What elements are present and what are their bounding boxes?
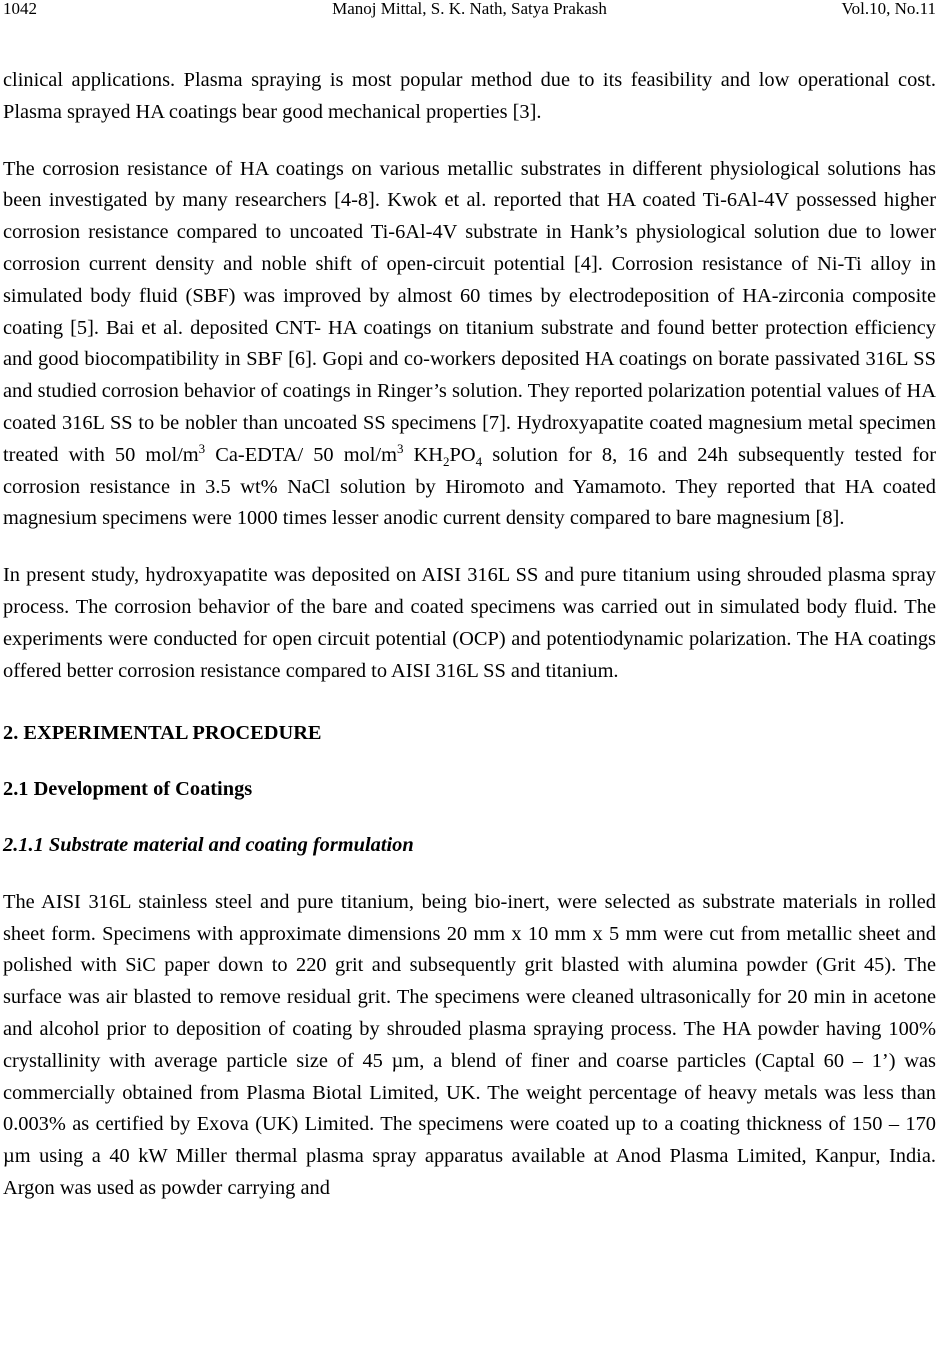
para2-subscript-2: 4 xyxy=(475,453,483,469)
para2-text-4: PO xyxy=(449,443,476,466)
para2-superscript-2: 3 xyxy=(396,440,404,456)
paragraph-substrate-material: The AISI 316L stainless steel and pure titanium, being bio-inert, were selected as substrate materials in rolled sheet form. Specimens with approximate dimensions 20 mm x 10 mm x 5 mm were cut from metallic sheet and polished with SiC paper down to 220 grit and subsequently grit blasted with alumina powder (Grit 45). The surface was air blasted to remove residual grit. The specimens were cleaned ultrasonically for 20 min in acetone and alcohol prior to deposition of coating by shrouded plasma spraying process. The HA powder having 100% crystallinity with average particle size of 45 µm, a blend of finer and coarse particles (Captal 60 – 1’) was commercially obtained from Plasma Biotal Limited, UK. The weight percentage of heavy metals was less than 0.003% as certified by Exova (UK) Limited. The specimens were coated up to a coating thickness of 150 – 170 µm using a 40 kW Miller thermal plasma spray apparatus available at Anod Plasma Limited, Kanpur, India. Argon was used as powder carrying and xyxy=(3,890,936,1199)
body-text xyxy=(3,65,936,1205)
subsection-heading: 2.1 Development of Coatings xyxy=(3,778,253,801)
page-number: 1042 xyxy=(3,0,37,18)
para2-text-3: KH xyxy=(403,443,444,466)
section-heading: 2. EXPERIMENTAL PROCEDURE xyxy=(3,722,322,745)
header-volume: Vol.10, No.11 xyxy=(841,0,936,18)
header-authors: Manoj Mittal, S. K. Nath, Satya Prakash xyxy=(332,0,607,18)
para2-superscript-1: 3 xyxy=(198,440,206,456)
paragraph-literature-review xyxy=(3,154,936,536)
paragraph-present-study: In present study, hydroxyapatite was deposited on AISI 316L SS and pure titanium using shrouded plasma spray process. The corrosion behavior of the bare and coated specimens was carried out in simulated body fluid. The experiments were conducted for open circuit potential (OCP) and potentiodynamic polarization. The HA coatings offered better corrosion resistance compared to AISI 316L SS and titanium. xyxy=(3,564,936,682)
subsubsection-heading: 2.1.1 Substrate material and coating formulation xyxy=(3,833,414,856)
para2-text-5: solution for 8, 16 and 24h subsequently tested for corrosion resistance in 3.5 wt% NaCl solution by Hiromoto and Yamamoto. They reported that HA coated magnesium specimens were 1000 times lesser anodic current density compared to bare magnesium [8]. xyxy=(3,443,937,530)
paragraph-intro-continued: clinical applications. Plasma spraying is most popular method due to its feasibility and low operational cost. Plasma sprayed HA coatings bear good mechanical properties [3]. xyxy=(3,69,936,123)
para2-text-2: Ca-EDTA/ 50 mol/m xyxy=(205,443,397,466)
para2-text-1: The corrosion resistance of HA coatings on various metallic substrates in different physiological solutions has been investigated by many researchers [4-8]. Kwok et al. reported that HA coated Ti-6Al-4V possessed higher corrosion resistance compared to uncoated Ti-6Al-4V substrate in Hank’s physiological solution due to lower corrosion current density and noble shift of open-circuit potential [4]. Corrosion resistance of Ni-Ti alloy in simulated body fluid (SBF) was improved by almost 60 times by electrodeposition of HA-zirconia composite coating [5]. Bai et al. deposited CNT- HA coatings on titanium substrate and found better protection efficiency and good biocompatibility in SBF [6]. Gopi and co-workers deposited HA coatings on borate passivated 316L SS and studied corrosion behavior of coatings in Ringer’s solution. They reported polarization potential values of HA coated 316L SS to be nobler than uncoated SS specimens [7]. Hydroxyapatite coated magnesium metal specimen treated with 50 mol/m xyxy=(3,157,936,466)
para2-subscript-1: 2 xyxy=(443,453,450,469)
running-header xyxy=(3,0,936,21)
